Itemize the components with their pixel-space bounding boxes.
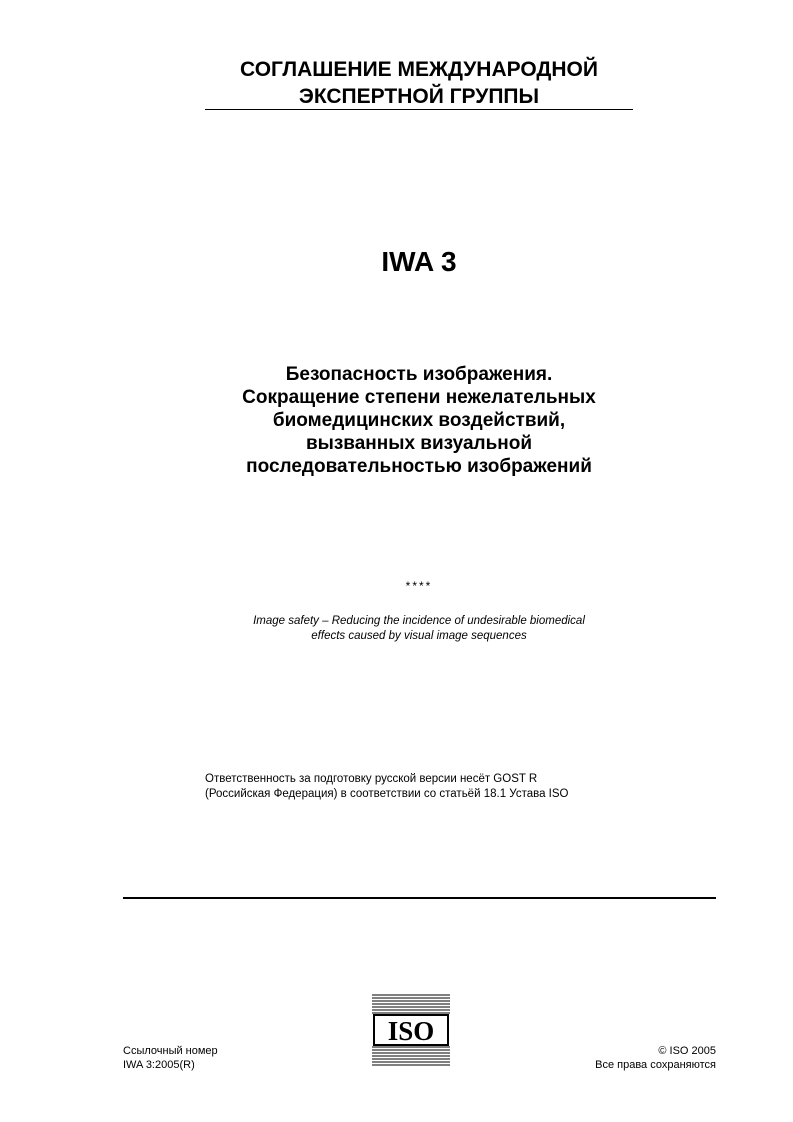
- agreement-heading-line-2: ЭКСПЕРТНОЙ ГРУППЫ: [298, 85, 540, 108]
- copyright-line-2: Все права сохраняются: [595, 1059, 716, 1071]
- russian-title-line: последовательностью изображений: [246, 456, 592, 477]
- reference-value: IWA 3:2005(R): [123, 1059, 195, 1071]
- copyright-line-1: © ISO 2005: [658, 1045, 716, 1057]
- heading-underline: [205, 109, 633, 110]
- responsibility-line-2: (Российская Федерация) в соответствии со статьёй 18.1 Устава ISO: [205, 788, 569, 800]
- russian-title: [205, 363, 633, 478]
- russian-title-line: вызванных визуальной: [305, 433, 533, 454]
- english-title-line-1: Image safety – Reducing the incidence of undesirable biomedical: [253, 615, 585, 627]
- reference-label: Ссылочный номер: [123, 1045, 218, 1057]
- agreement-heading: [205, 56, 633, 110]
- english-title: [205, 614, 633, 644]
- iso-logo: [370, 992, 452, 1070]
- russian-title-line: Сокращение степени нежелательных: [242, 387, 596, 408]
- russian-title-line: биомедицинских воздействий,: [272, 410, 566, 431]
- footer-divider: [123, 897, 716, 899]
- copyright-notice: [595, 1044, 716, 1072]
- english-title-line-2: effects caused by visual image sequences: [311, 630, 527, 642]
- iso-logo-text: ISO: [387, 1016, 435, 1046]
- responsibility-line-1: Ответственность за подготовку русской версии несёт GOST R: [205, 773, 538, 785]
- document-code: IWA 3: [381, 246, 457, 277]
- agreement-heading-line-1: СОГЛАШЕНИЕ МЕЖДУНАРОДНОЙ: [240, 58, 598, 81]
- responsibility-note: [205, 772, 568, 802]
- separator-stars: ****: [405, 579, 433, 593]
- reference-number: [123, 1044, 218, 1072]
- russian-title-line: Безопасность изображения.: [285, 364, 553, 385]
